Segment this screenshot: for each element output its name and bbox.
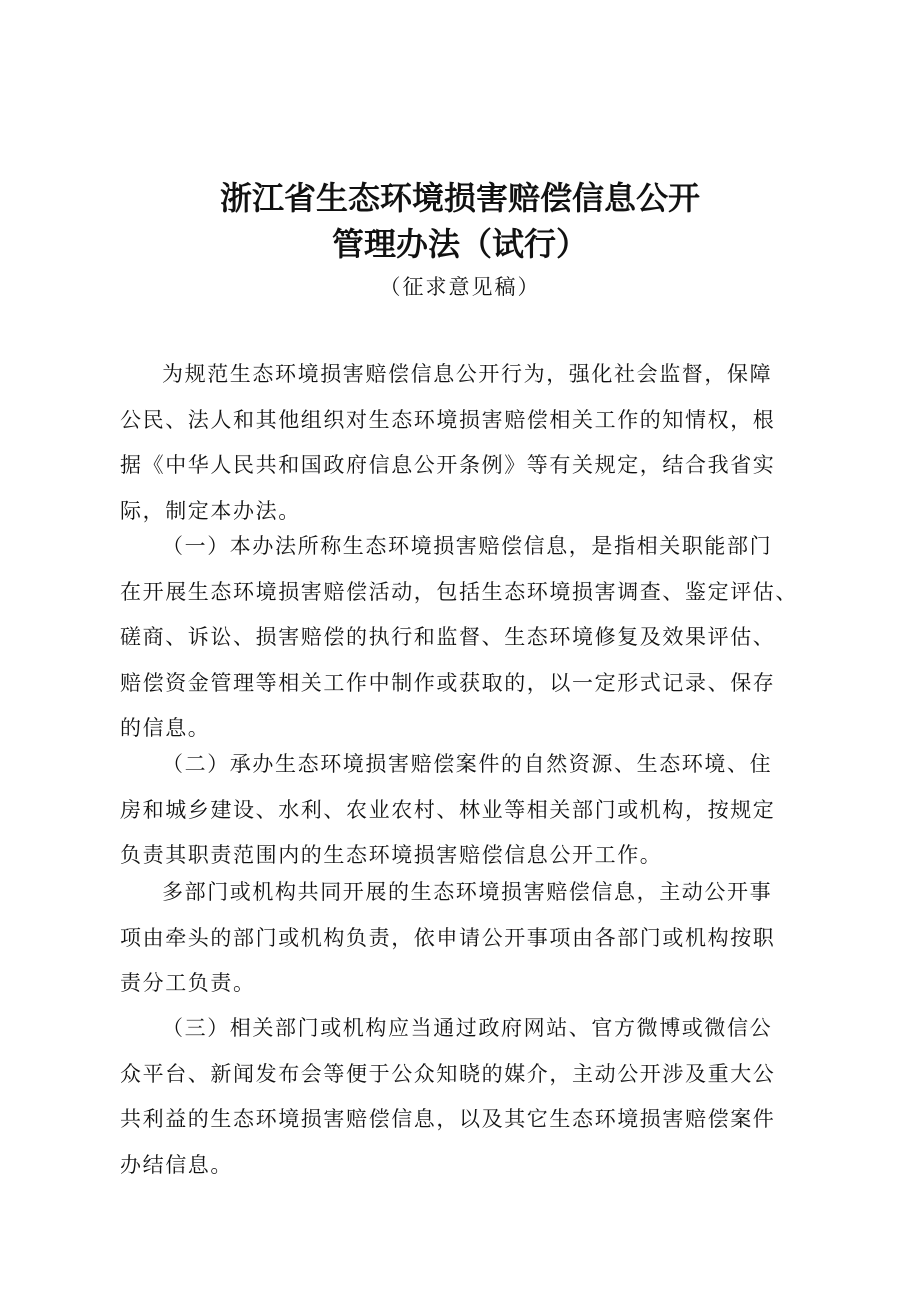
paragraph-line: 众平台、新闻发布会等便于公众知晓的媒介，主动公开涉及重大公	[120, 1061, 776, 1086]
paragraph-line: （一）本办法所称生态环境损害赔偿信息，是指相关职能部门	[162, 534, 773, 558]
paragraph-section-2-supplement	[120, 870, 810, 1007]
paragraph-line: 房和城乡建设、水利、农业农村、林业等相关部门或机构，按规定	[120, 797, 776, 822]
document-title-line-1: 浙江省生态环境损害赔偿信息公开	[219, 179, 700, 217]
paragraph-line: 负责其职责范围内的生态环境损害赔偿信息公开工作。	[120, 843, 663, 867]
document-subtitle: （征求意见稿）	[379, 275, 541, 299]
paragraph-section-3	[120, 1006, 810, 1188]
paragraph-line: 据《中华人民共和国政府信息公开条例》等有关规定，结合我省实	[120, 453, 776, 477]
paragraph-line: 多部门或机构共同开展的生态环境损害赔偿信息，主动公开事	[162, 880, 773, 904]
paragraph-line: 公民、法人和其他组织对生态环境损害赔偿相关工作的知情权，根	[120, 407, 776, 432]
paragraph-preamble	[120, 352, 810, 534]
paragraph-line: 办结信息。	[120, 1152, 233, 1177]
paragraph-line: 的信息。	[120, 716, 211, 740]
paragraph-line: （二）承办生态环境损害赔偿案件的自然资源、生态环境、住	[162, 752, 773, 776]
paragraph-line: 磋商、诉讼、损害赔偿的执行和监督、生态环境修复及效果评估、	[120, 625, 776, 649]
document-title-line-2: 管理办法（试行）	[331, 225, 588, 263]
paragraph-line: 项由牵头的部门或机构负责，依申请公开事项由各部门或机构按职	[120, 925, 776, 950]
paragraph-line: 共利益的生态环境损害赔偿信息，以及其它生态环境损害赔偿案件	[120, 1107, 776, 1131]
paragraph-line: 在开展生态环境损害赔偿活动，包括生态环境损害调查、鉴定评估、	[120, 579, 798, 604]
paragraph-line: 赔偿资金管理等相关工作中制作或获取的，以一定形式记录、保存	[120, 670, 776, 695]
paragraph-line: 为规范生态环境损害赔偿信息公开行为，强化社会监督，保障	[162, 362, 773, 386]
paragraph-line: 际，制定本办法。	[120, 498, 301, 523]
paragraph-section-1	[120, 524, 810, 752]
paragraph-line: 责分工负责。	[120, 971, 256, 995]
paragraph-section-2	[120, 742, 810, 879]
paragraph-line: （三）相关部门或机构应当通过政府网站、官方微博或微信公	[162, 1016, 773, 1040]
